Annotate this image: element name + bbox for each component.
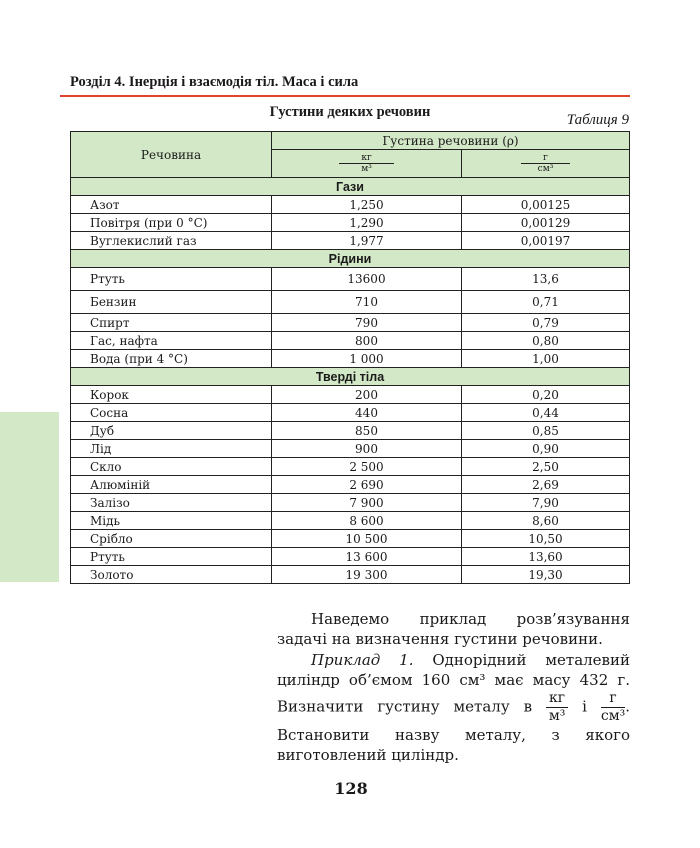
density-kg-m3-cell: 790	[272, 314, 462, 332]
table-row	[71, 458, 630, 476]
table-title: Густини деяких речовин	[269, 104, 431, 120]
table-row	[71, 548, 630, 566]
section-title: Рідини	[71, 250, 630, 268]
density-g-cm3-cell: 0,00125	[462, 196, 630, 214]
density-kg-m3-cell: 1,290	[272, 214, 462, 232]
column-header-density: Густина речовини (ρ)	[272, 132, 630, 150]
substance-cell: Дуб	[71, 422, 272, 440]
density-g-cm3-cell: 0,79	[462, 314, 630, 332]
density-kg-m3-cell: 13600	[272, 268, 462, 291]
table-row	[71, 404, 630, 422]
substance-cell: Азот	[71, 196, 272, 214]
substance-cell: Алюміній	[71, 476, 272, 494]
section-title: Гази	[71, 178, 630, 196]
density-kg-m3-cell: 1,977	[272, 232, 462, 250]
density-kg-m3-cell: 7 900	[272, 494, 462, 512]
density-kg-m3-cell: 710	[272, 291, 462, 314]
substance-cell: Сосна	[71, 404, 272, 422]
table-row	[71, 530, 630, 548]
density-g-cm3-cell: 0,20	[462, 386, 630, 404]
density-kg-m3-cell: 440	[272, 404, 462, 422]
density-g-cm3-cell: 0,00129	[462, 214, 630, 232]
density-g-cm3-cell: 7,90	[462, 494, 630, 512]
density-g-cm3-cell: 0,85	[462, 422, 630, 440]
fraction-kg-m3: $\frac{кг}{\text{м³}}$	[546, 690, 568, 725]
page-number: 128	[334, 779, 368, 798]
table-row	[71, 350, 630, 368]
density-g-cm3-cell: 10,50	[462, 530, 630, 548]
table-row	[71, 512, 630, 530]
density-table	[70, 131, 630, 584]
substance-cell: Корок	[71, 386, 272, 404]
density-kg-m3-cell: 19 300	[272, 566, 462, 584]
density-g-cm3-cell: 2,50	[462, 458, 630, 476]
substance-cell: Залізо	[71, 494, 272, 512]
substance-cell: Мідь	[71, 512, 272, 530]
density-g-cm3-cell: 0,90	[462, 440, 630, 458]
margin-tab	[0, 412, 59, 582]
table-row	[71, 196, 630, 214]
density-g-cm3-cell: 2,69	[462, 476, 630, 494]
density-kg-m3-cell: 800	[272, 332, 462, 350]
density-kg-m3-cell: 13 600	[272, 548, 462, 566]
table-row	[71, 291, 630, 314]
section-title: Тверді тіла	[71, 368, 630, 386]
density-kg-m3-cell: 8 600	[272, 512, 462, 530]
substance-cell: Золото	[71, 566, 272, 584]
density-g-cm3-cell: 0,44	[462, 404, 630, 422]
table-row	[71, 268, 630, 291]
density-kg-m3-cell: 2 500	[272, 458, 462, 476]
table-label: Таблиця 9	[566, 112, 629, 128]
example-paragraph: Приклад 1. Однорідний металевий циліндр об’ємом 160 см³ має масу 432 г. Визначити густину металу в $\frac{кг}{\text{м³}}$ і $\frac{г}{\text{см³}}$ . Встановити назву металу, з якого виготовлений циліндр.	[277, 651, 630, 764]
column-header-unit-kg-m3: $\frac{кг}{\text{м³}}$	[272, 150, 462, 178]
density-kg-m3-cell: 200	[272, 386, 462, 404]
table-row	[71, 566, 630, 584]
substance-cell: Ртуть	[71, 268, 272, 291]
table-row	[71, 440, 630, 458]
column-header-substance: Речовина	[71, 132, 272, 178]
table-section-row	[71, 250, 630, 268]
density-g-cm3-cell: 0,71	[462, 291, 630, 314]
density-g-cm3-cell: 19,30	[462, 566, 630, 584]
header-rule	[60, 95, 630, 97]
density-g-cm3-cell: 0,80	[462, 332, 630, 350]
column-header-unit-g-cm3: $\frac{г}{\text{см³}}$	[462, 150, 630, 178]
intro-paragraph: Наведемо приклад розв’язування задачі на визначення густини речовини.	[277, 610, 630, 648]
table-row	[71, 232, 630, 250]
table-row	[71, 422, 630, 440]
table-section-row	[71, 368, 630, 386]
substance-cell: Скло	[71, 458, 272, 476]
substance-cell: Срібло	[71, 530, 272, 548]
density-g-cm3-cell: 8,60	[462, 512, 630, 530]
density-kg-m3-cell: 2 690	[272, 476, 462, 494]
density-kg-m3-cell: 1,250	[272, 196, 462, 214]
density-g-cm3-cell: 0,00197	[462, 232, 630, 250]
density-kg-m3-cell: 1 000	[272, 350, 462, 368]
substance-cell: Вуглекислий газ	[71, 232, 272, 250]
fraction-g-cm3: $\frac{г}{\text{см³}}$	[600, 690, 626, 724]
substance-cell: Бензин	[71, 291, 272, 314]
density-kg-m3-cell: 850	[272, 422, 462, 440]
density-kg-m3-cell: 10 500	[272, 530, 462, 548]
substance-cell: Ртуть	[71, 548, 272, 566]
density-g-cm3-cell: 1,00	[462, 350, 630, 368]
chapter-header: Розділ 4. Інерція і взаємодія тіл. Маса і сила	[70, 74, 359, 90]
substance-cell: Спирт	[71, 314, 272, 332]
table-row	[71, 386, 630, 404]
table-row	[71, 494, 630, 512]
table-row	[71, 214, 630, 232]
density-g-cm3-cell: 13,60	[462, 548, 630, 566]
substance-cell: Повітря (при 0 °С)	[71, 214, 272, 232]
substance-cell: Лід	[71, 440, 272, 458]
table-section-row	[71, 178, 630, 196]
density-kg-m3-cell: 900	[272, 440, 462, 458]
density-g-cm3-cell: 13,6	[462, 268, 630, 291]
table-row	[71, 332, 630, 350]
table-row	[71, 476, 630, 494]
substance-cell: Вода (при 4 °С)	[71, 350, 272, 368]
example-label: Приклад 1.	[311, 651, 414, 669]
substance-cell: Гас, нафта	[71, 332, 272, 350]
table-row	[71, 314, 630, 332]
